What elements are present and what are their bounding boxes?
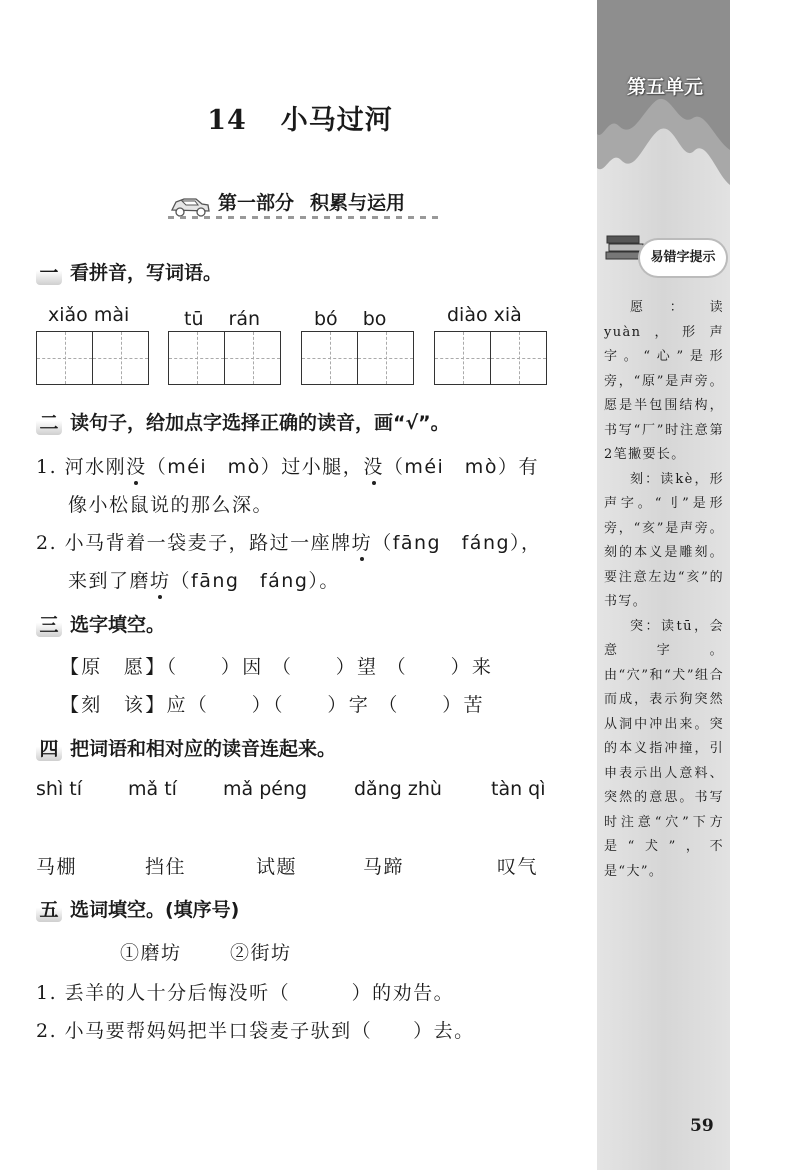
lesson-title xyxy=(0,98,600,137)
match-word-5[interactable]: 叹气 xyxy=(497,856,539,878)
q2-1-choice-a[interactable]: （méi mò）过小腿， xyxy=(146,456,364,478)
part-divider xyxy=(168,216,438,219)
q2-2-dotted-char-b: 坊 xyxy=(150,570,171,592)
section-3-heading xyxy=(36,610,165,637)
match-word-4[interactable]: 马蹄 xyxy=(363,856,405,878)
section-4-title: 把词语和相对应的读音连起来。 xyxy=(70,738,337,760)
question-2-1 xyxy=(36,452,539,479)
part-header xyxy=(168,184,468,224)
writing-grid-3[interactable] xyxy=(301,331,414,385)
tip-paragraph-1: 愿：读yuàn，形声字。“心”是形旁，“原”是声旁。愿是半包围结构，书写“厂”时注意第2笔撇要长。 xyxy=(604,300,724,462)
part-name: 积累与运用 xyxy=(310,192,406,214)
match-word-3[interactable]: 试题 xyxy=(256,856,298,878)
pinyin-1: xiǎo mài xyxy=(48,304,130,326)
section-5-badge: 五 xyxy=(36,898,62,922)
sidebar-wave-banner xyxy=(597,0,730,220)
section-3-title: 选字填空。 xyxy=(70,614,166,636)
pinyin-3: bó bo xyxy=(314,308,387,330)
lesson-number: 14 xyxy=(207,105,247,136)
match-pinyin-1[interactable]: shì tí xyxy=(36,778,82,800)
word-options: ①磨坊 ②街坊 xyxy=(120,942,292,964)
question-2-2-cont xyxy=(68,566,340,593)
section-1-title: 看拼音，写词语。 xyxy=(70,262,223,284)
part-label xyxy=(218,188,405,215)
section-5-title: 选词填空。(填序号) xyxy=(70,899,240,921)
section-1-badge: 一 xyxy=(36,261,62,285)
q2-2-choice-b[interactable]: （fāng fáng）。 xyxy=(170,570,340,592)
section-2-title: 读句子，给加点字选择正确的读音，画“√”。 xyxy=(70,412,450,434)
fill-row-2[interactable]: 【刻 该】应（ ）（ ）字 （ ）苦 xyxy=(60,694,485,716)
unit-label: 第五单元 xyxy=(626,76,703,98)
tip-text xyxy=(604,296,724,884)
q2-2-choice-a[interactable]: （fāng fáng）， xyxy=(372,532,542,554)
pinyin-4: diào xià xyxy=(447,304,522,326)
tip-paragraph-2: 刻：读kè，形声字。“刂”是形旁，“亥”是声旁。刻的本义是雕刻。要注意左边“亥”的书写。 xyxy=(604,471,724,609)
match-pinyin-3[interactable]: mǎ péng xyxy=(223,778,308,800)
question-2-1-cont: 像小松鼠说的那么深。 xyxy=(68,494,274,516)
pinyin-2: tū rán xyxy=(184,308,261,330)
lesson-name: 小马过河 xyxy=(280,105,393,136)
q2-1-choice-b[interactable]: （méi mò）有 xyxy=(383,456,539,478)
q2-1-dotted-char-a: 没 xyxy=(126,456,147,478)
match-pinyin-2[interactable]: mǎ tí xyxy=(128,778,177,800)
tip-paragraph-3: 突：读tū，会意字。由“穴”和“犬”组合而成，表示狗突然从洞中冲出来。突的本义指冲撞，引申表示出人意料、突然的意思。书写时注意“穴”下方是“犬”，不是“大”。 xyxy=(604,618,724,879)
section-2-heading xyxy=(36,408,450,435)
section-1-heading xyxy=(36,258,222,285)
question-2-2 xyxy=(36,528,542,555)
page-number: 59 xyxy=(690,1116,714,1136)
q2-1-dotted-char-b: 没 xyxy=(363,456,384,478)
fill-row-1[interactable]: 【原 愿】（ ）因 （ ）望 （ ）来 xyxy=(60,656,494,678)
match-pinyin-4[interactable]: dǎng zhù xyxy=(354,778,442,800)
part-number: 第一部分 xyxy=(218,192,295,214)
q2-2-text-b: 来到了磨 xyxy=(68,570,151,592)
writing-grid-2[interactable] xyxy=(168,331,281,385)
section-5-heading xyxy=(36,895,239,922)
match-word-1[interactable]: 马棚 xyxy=(36,856,78,878)
match-word-2[interactable]: 挡住 xyxy=(145,856,187,878)
section-3-badge: 三 xyxy=(36,613,62,637)
q2-2-dotted-char-a: 坊 xyxy=(351,532,373,554)
q2-1-text-a: 1. 河水刚 xyxy=(36,456,127,478)
tip-title: 易错字提示 xyxy=(640,240,726,276)
match-pinyin-5[interactable]: tàn qì xyxy=(491,778,546,800)
section-2-badge: 二 xyxy=(36,411,62,435)
section-4-heading xyxy=(36,734,336,761)
writing-grid-1[interactable] xyxy=(36,331,149,385)
section-4-badge: 四 xyxy=(36,737,62,761)
question-5-1[interactable]: 1. 丢羊的人十分后悔没听（ ）的劝告。 xyxy=(36,982,455,1004)
q2-2-text-a: 2. 小马背着一袋麦子，路过一座牌 xyxy=(36,532,352,554)
writing-grid-4[interactable] xyxy=(434,331,547,385)
question-5-2[interactable]: 2. 小马要帮妈妈把半口袋麦子驮到（ ）去。 xyxy=(36,1020,475,1042)
